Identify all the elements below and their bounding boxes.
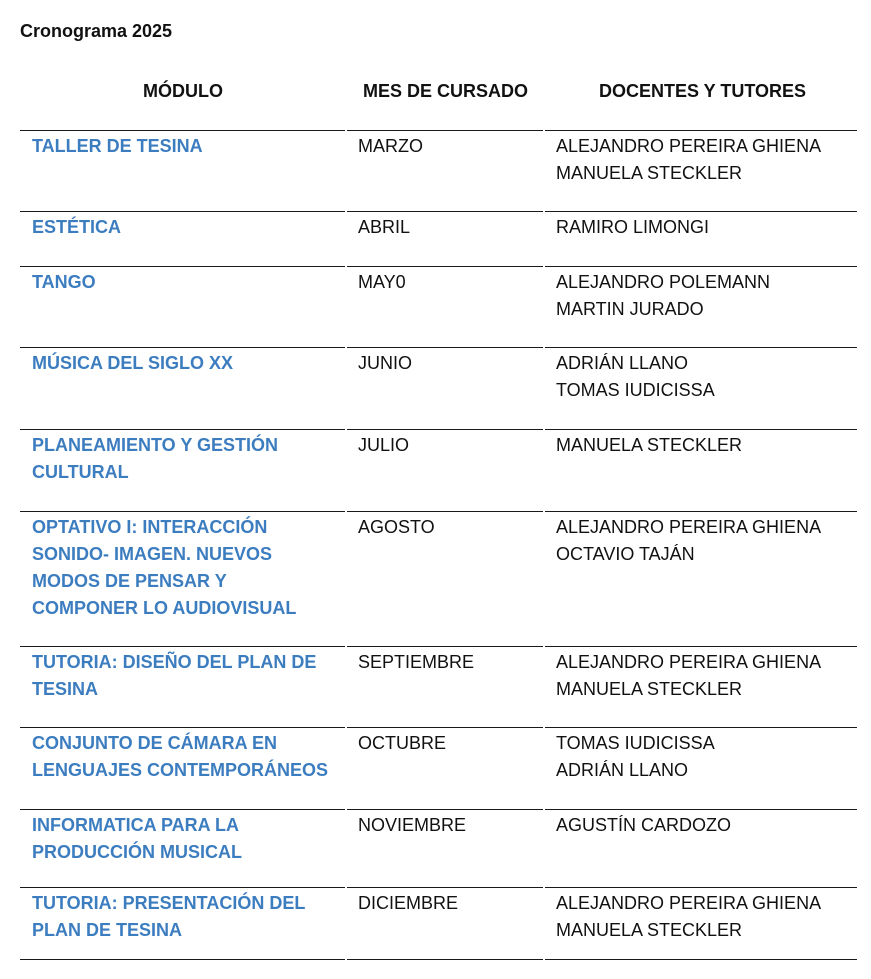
table-header-row [20,72,857,130]
teachers-cell [544,887,857,959]
module-name-line: TESINA [32,678,99,699]
page-title: Cronograma 2025 [20,21,173,41]
table-row [20,887,857,959]
teachers-cell [544,347,857,429]
module-name-line: TUTORIA: PRESENTACIÓN DEL [32,892,306,913]
module-cell [20,266,346,347]
teachers-cell [544,266,857,347]
module-cell [20,347,346,429]
module-cell [20,429,346,511]
teacher-name: AGUSTÍN CARDOZO [556,814,732,835]
module-name-line: PLAN DE TESINA [32,919,183,940]
module-cell [20,511,346,646]
table-row [20,809,857,887]
month-cell: ABRIL [346,211,544,266]
month-cell: OCTUBRE [346,727,544,809]
teachers-cell [544,727,857,809]
module-name-line: INFORMATICA PARA LA [32,814,239,835]
module-name-line: MÚSICA DEL SIGLO XX [32,352,234,373]
module-cell [20,727,346,809]
module-name-line: TANGO [32,271,96,292]
teachers-cell [544,809,857,887]
module-cell [20,211,346,266]
module-name-line: PRODUCCIÓN MUSICAL [32,841,242,862]
header-docentes-y-tutores: DOCENTES Y TUTORES [544,72,857,130]
module-name-line: COMPONER LO AUDIOVISUAL [32,597,297,618]
teacher-name: TOMAS IUDICISSA [556,732,715,753]
table-row [20,511,857,646]
header-modulo: MÓDULO [20,72,346,130]
teacher-name: OCTAVIO TAJÁN [556,543,695,564]
schedule-body [20,130,857,959]
module-name-line: SONIDO- IMAGEN. NUEVOS [32,543,273,564]
month-cell: SEPTIEMBRE [346,646,544,727]
teacher-name: ALEJANDRO PEREIRA GHIENA [556,892,822,913]
module-cell [20,646,346,727]
header-mes-de-cursado: MES DE CURSADO [346,72,544,130]
module-cell [20,887,346,959]
module-name-line: TALLER DE TESINA [32,135,203,156]
month-cell: MAY0 [346,266,544,347]
month-cell: JULIO [346,429,544,511]
module-name-line: MODOS DE PENSAR Y [32,570,227,591]
module-cell [20,130,346,211]
month-cell: AGOSTO [346,511,544,646]
month-cell: NOVIEMBRE [346,809,544,887]
teacher-name: MANUELA STECKLER [556,919,743,940]
teachers-cell [544,511,857,646]
module-name-line: PLANEAMIENTO Y GESTIÓN [32,434,279,455]
teachers-cell [544,429,857,511]
teacher-name: MANUELA STECKLER [556,162,743,183]
module-name-line: CULTURAL [32,461,129,482]
teachers-cell [544,646,857,727]
table-row [20,130,857,211]
module-name-line: OPTATIVO I: INTERACCIÓN [32,516,268,537]
table-row [20,211,857,266]
module-name-line: LENGUAJES CONTEMPORÁNEOS [32,759,329,780]
schedule-table [20,72,857,960]
module-name-line: CONJUNTO DE CÁMARA EN [32,732,278,753]
table-row [20,266,857,347]
module-cell [20,809,346,887]
table-row [20,347,857,429]
teacher-name: TOMAS IUDICISSA [556,379,715,400]
table-row [20,429,857,511]
teacher-name: MANUELA STECKLER [556,678,743,699]
teacher-name: ALEJANDRO PEREIRA GHIENA [556,135,822,156]
month-cell: DICIEMBRE [346,887,544,959]
teacher-name: ALEJANDRO PEREIRA GHIENA [556,516,822,537]
module-name-line: ESTÉTICA [32,216,122,237]
month-cell: MARZO [346,130,544,211]
module-name-line: TUTORIA: DISEÑO DEL PLAN DE [32,651,317,672]
table-row [20,727,857,809]
teacher-name: MANUELA STECKLER [556,434,743,455]
teacher-name: MARTIN JURADO [556,298,704,319]
table-row [20,646,857,727]
teachers-cell [544,130,857,211]
month-cell: JUNIO [346,347,544,429]
teacher-name: ALEJANDRO POLEMANN [556,271,771,292]
teacher-name: ALEJANDRO PEREIRA GHIENA [556,651,822,672]
teachers-cell [544,211,857,266]
teacher-name: ADRIÁN LLANO [556,352,689,373]
teacher-name: ADRIÁN LLANO [556,759,689,780]
teacher-name: RAMIRO LIMONGI [556,216,710,237]
